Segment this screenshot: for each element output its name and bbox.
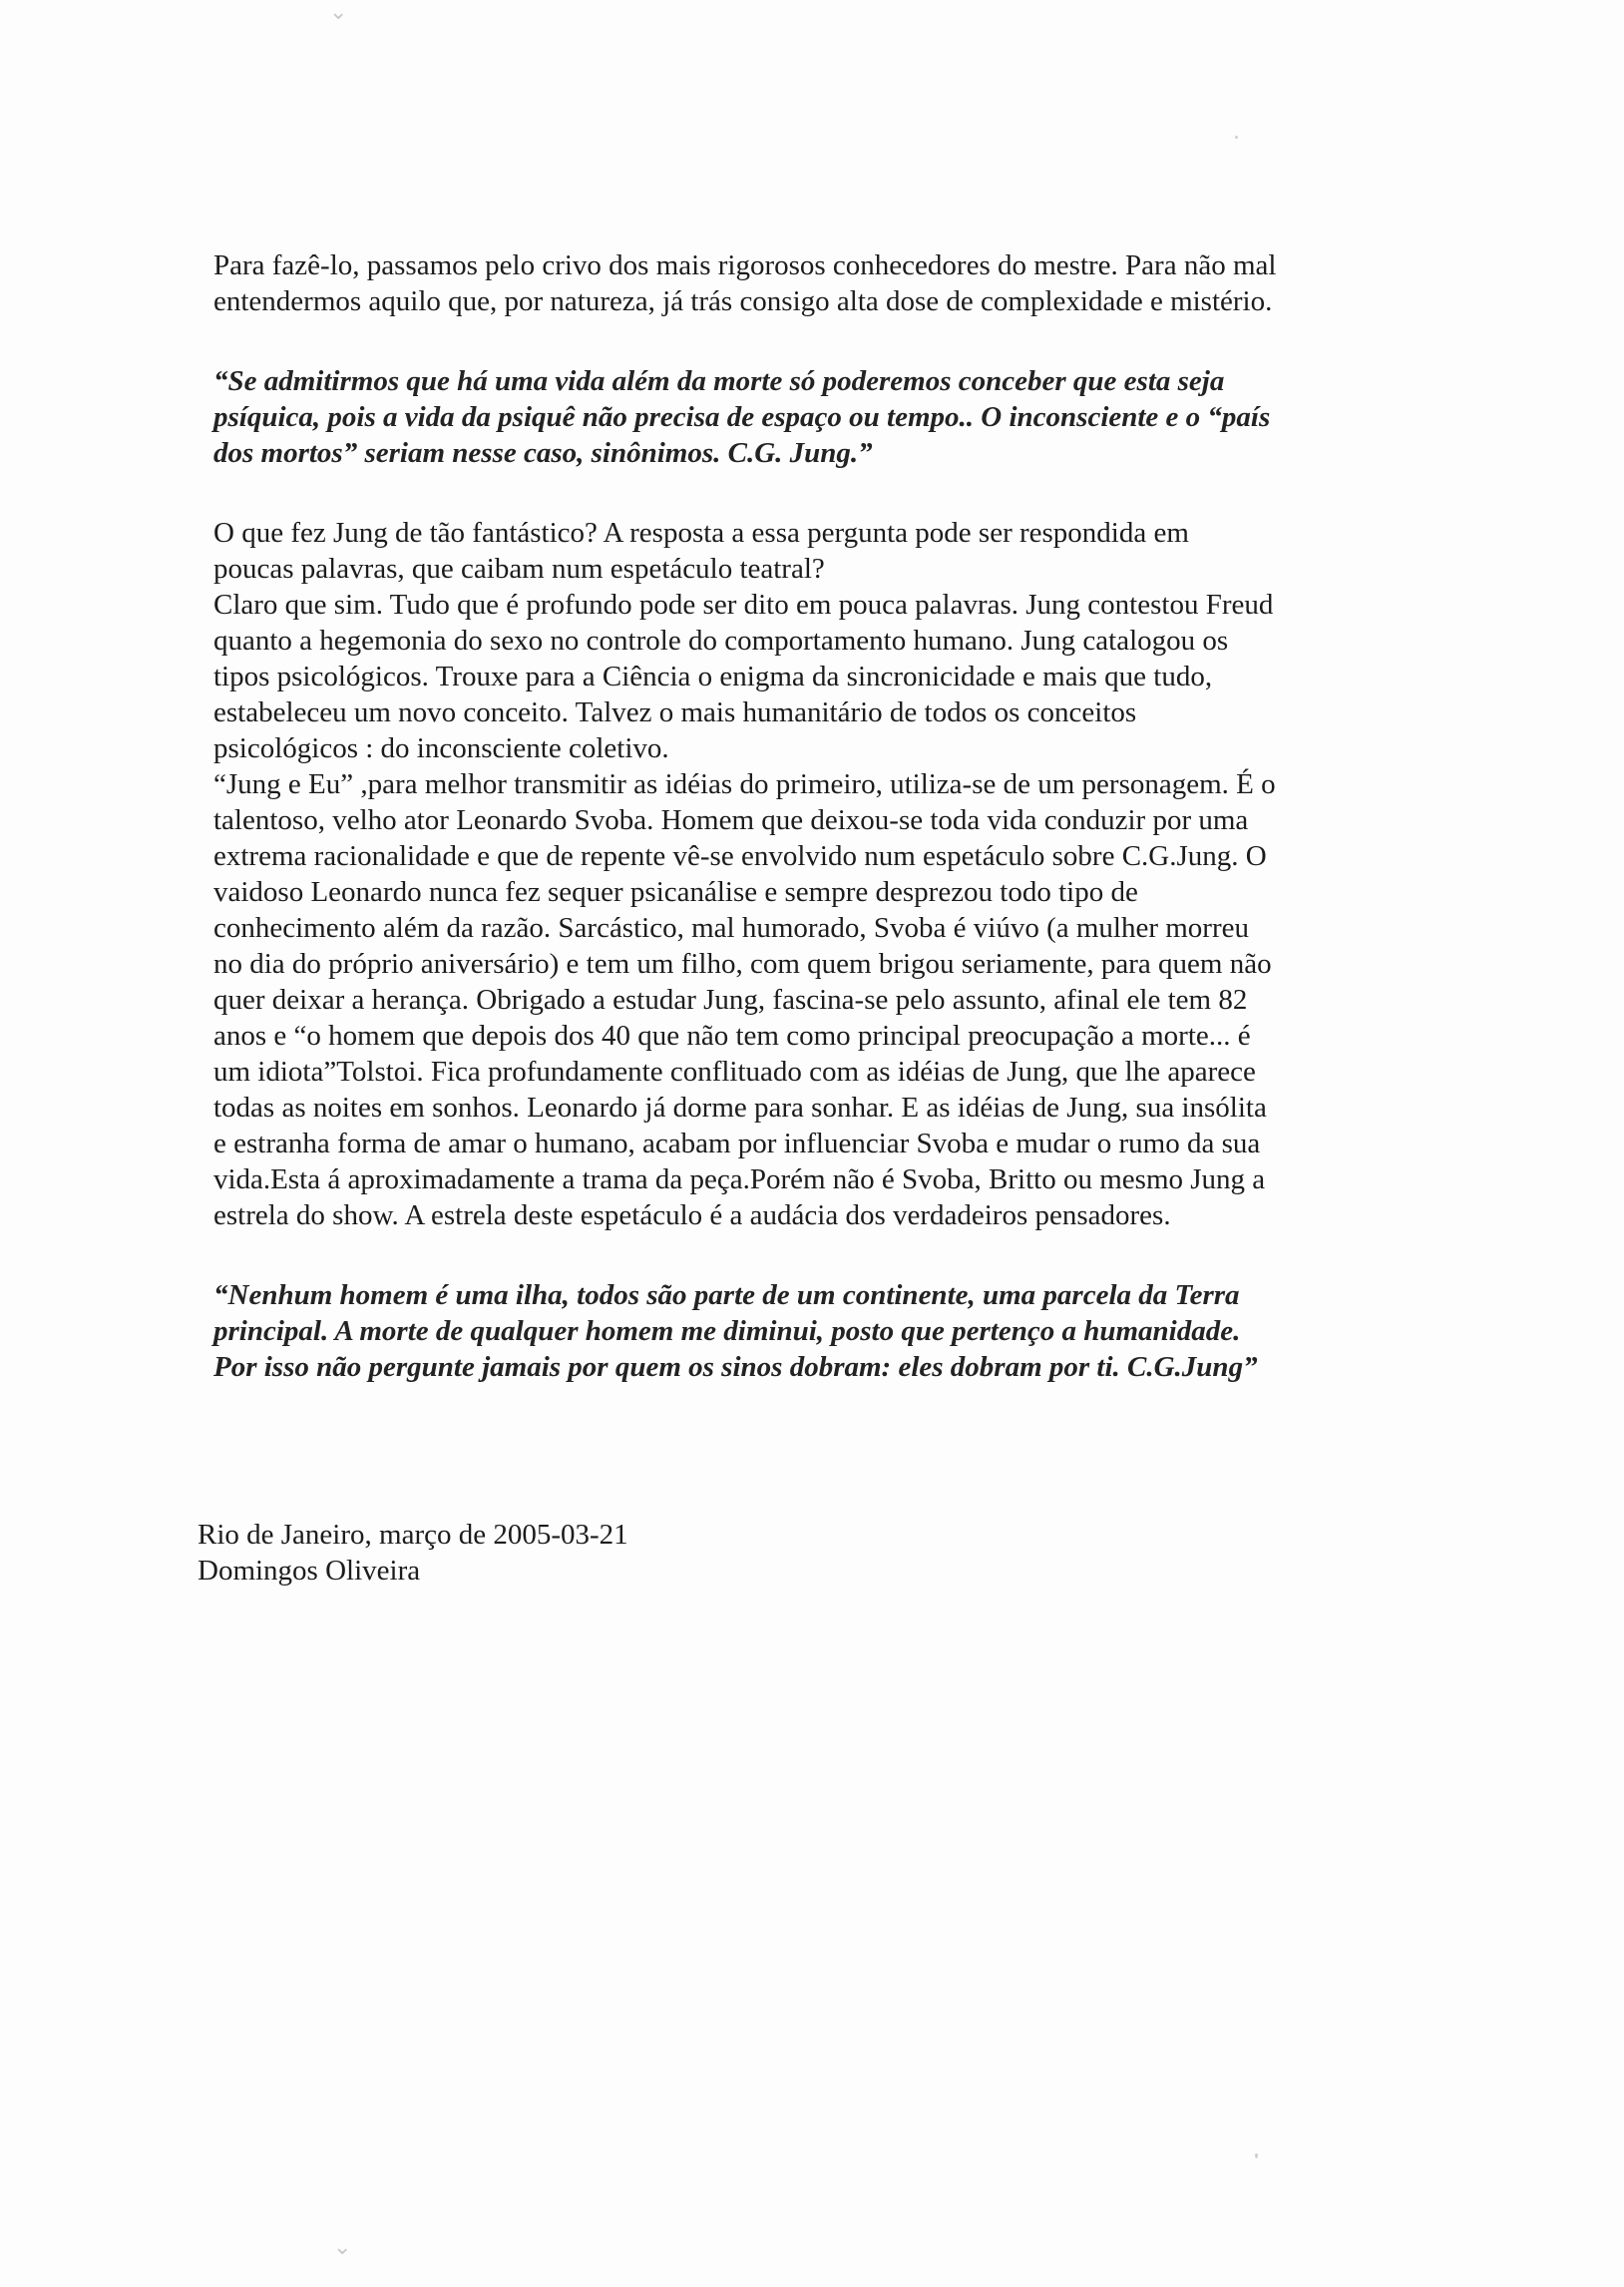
- document-body: [213, 247, 1407, 1385]
- text-line: estrela do show. A estrela deste espetáculo é a audácia dos verdadeiros pensadores.: [213, 1199, 1171, 1231]
- text-line: entendermos aquilo que, por natureza, já trás consigo alta dose de complexidade e mistério.: [213, 285, 1273, 317]
- author-name: Domingos Oliveira: [198, 1555, 421, 1587]
- text-line: quanto a hegemonia do sexo no controle do comportamento humano. Jung catalogou os: [213, 625, 1229, 657]
- text-line: tipos psicológicos. Trouxe para a Ciência o enigma da sincronicidade e mais que tudo,: [213, 661, 1213, 692]
- text-line: e estranha forma de amar o humano, acabam por influenciar Svoba e mudar o rumo da sua: [213, 1128, 1261, 1159]
- quote-line: principal. A morte de qualquer homem me diminui, posto que pertenço a humanidade.: [213, 1315, 1241, 1347]
- text-line: no dia do próprio aniversário) e tem um filho, com quem brigou seriamente, para quem não: [213, 948, 1272, 980]
- text-line: vaidoso Leonardo nunca fez sequer psicanálise e sempre desprezou todo tipo de: [213, 876, 1138, 908]
- intro-paragraph: [213, 247, 1407, 319]
- text-line: “Jung e Eu” ,para melhor transmitir as idéias do primeiro, utiliza-se de um personagem. É o: [213, 768, 1276, 800]
- text-line: poucas palavras, que caibam num espetáculo teatral?: [213, 553, 825, 585]
- text-line: todas as noites em sonhos. Leonardo já dorme para sonhar. E as idéias de Jung, sua insólita: [213, 1092, 1267, 1124]
- text-line: extrema racionalidade e que de repente vê-se envolvido num espetáculo sobre C.G.Jung. O: [213, 840, 1267, 872]
- scan-mark: ⌄: [329, 0, 348, 25]
- scan-speck: [1255, 2153, 1258, 2158]
- main-paragraph: [213, 515, 1407, 1233]
- text-line: Claro que sim. Tudo que é profundo pode ser dito em pouca palavras. Jung contestou Freud: [213, 589, 1274, 621]
- scan-mark: ⌄: [333, 2235, 352, 2260]
- text-line: quer deixar a herança. Obrigado a estudar Jung, fascina-se pelo assunto, afinal ele tem 82: [213, 984, 1248, 1016]
- quote-line: “Nenhum homem é uma ilha, todos são parte de um continente, uma parcela da Terra: [213, 1279, 1240, 1311]
- signature-block: [198, 1517, 628, 1589]
- text-line: um idiota”Tolstoi. Fica profundamente conflituado com as idéias de Jung, que lhe aparece: [213, 1056, 1256, 1088]
- place-date: Rio de Janeiro, março de 2005-03-21: [198, 1519, 628, 1551]
- text-line: conhecimento além da razão. Sarcástico, mal humorado, Svoba é viúvo (a mulher morreu: [213, 912, 1249, 944]
- text-line: psicológicos : do inconsciente coletivo.: [213, 732, 669, 764]
- text-line: estabeleceu um novo conceito. Talvez o mais humanitário de todos os conceitos: [213, 696, 1137, 728]
- closing-quote: [213, 1277, 1407, 1385]
- text-line: vida.Esta á aproximadamente a trama da peça.Porém não é Svoba, Britto ou mesmo Jung a: [213, 1163, 1266, 1195]
- quote-line: “Se admitirmos que há uma vida além da morte só poderemos conceber que esta seja: [213, 365, 1225, 397]
- quote-line: psíquica, pois a vida da psiquê não precisa de espaço ou tempo.. O inconsciente e o “país: [213, 401, 1271, 433]
- scan-speck: [1235, 136, 1238, 139]
- text-line: O que fez Jung de tão fantástico? A resposta a essa pergunta pode ser respondida em: [213, 517, 1189, 549]
- quote-line: dos mortos” seriam nesse caso, sinônimos. C.G. Jung.”: [213, 437, 873, 469]
- quote-line: Por isso não pergunte jamais por quem os sinos dobram: eles dobram por ti. C.G.Jung”: [213, 1351, 1258, 1383]
- text-line: Para fazê-lo, passamos pelo crivo dos mais rigorosos conhecedores do mestre. Para não mal: [213, 249, 1277, 281]
- text-line: anos e “o homem que depois dos 40 que não tem como principal preocupação a morte... é: [213, 1020, 1251, 1052]
- jung-quote: [213, 363, 1407, 471]
- text-line: talentoso, velho ator Leonardo Svoba. Homem que deixou-se toda vida conduzir por uma: [213, 804, 1249, 836]
